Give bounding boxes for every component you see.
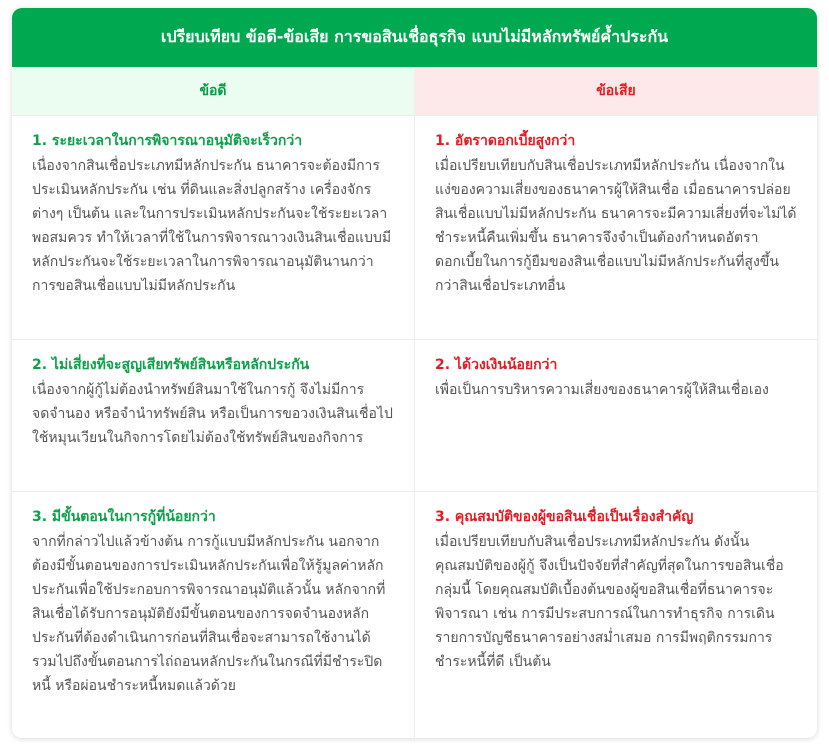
pro-text: เนื่องจากผู้กู้ไม่ต้องนำทรัพย์สินมาใช้ในการกู้ จึงไม่มีการจดจำนอง หรือจำนำทรัพย์สิน หรือเป็นการขอวงเงินสินเชื่อไปใช้หมุนเวียนในกิจการโดยไม่ต้องใช้ทรัพย์สินของกิจการ	[32, 382, 393, 446]
pro-title: 2. ไม่เสี่ยงที่จะสูญเสียทรัพย์สินหรือหลักประกัน	[32, 357, 310, 373]
pro-cell	[12, 116, 415, 340]
pro-title: 1. ระยะเวลาในการพิจารณาอนุมัติจะเร็วกว่า	[32, 133, 303, 149]
column-header-row	[12, 67, 817, 116]
table-row	[12, 492, 817, 739]
con-title: 3. คุณสมบัติของผู้ขอสินเชื่อเป็นเรื่องสำคัญ	[435, 509, 694, 525]
con-text: เมื่อเปรียบเทียบกับสินเชื่อประเภทมีหลักประกัน ดังนั้น คุณสมบัติของผู้กู้ จึงเป็นปัจจัยที่สำคัญที่สุดในการขอสินเชื่อกลุ่มนี้ โดยคุณสมบัติเบื้องต้นของผู้ขอสินเชื่อที่ธนาคารจะพิจารณา เช่น การมีประสบการณ์ในการทำธุรกิจ การเดินรายการบัญชีธนาคารอย่างสม่ำเสมอ การมีพฤติกรรมการชำระหนี้ที่ดี เป็นต้น	[435, 534, 784, 670]
pro-text: จากที่กล่าวไปแล้วข้างต้น การกู้แบบมีหลักประกัน นอกจากต้องมีขั้นตอนของการประเมินหลักประกันเพื่อให้รู้มูลค่าหลักประกันเพื่อใช้ประกอบการพิจารณาอนุมัติแล้วนั้น หลักจากที่สินเชื่อได้รับการอนุมัติยังมีขั้นตอนของการจดจำนองหลักประกันที่ต้องดำเนินการก่อนที่สินเชื่อจะสามารถใช้งานได้ รวมไปถึงขั้นตอนการไถ่ถอนหลักประกันในกรณีที่มีชำระปิดหนี้ หรือผ่อนชำระหนี้หมดแล้วด้วย	[32, 534, 386, 694]
pro-title: 3. มีขั้นตอนในการกู้ที่น้อยกว่า	[32, 509, 216, 525]
con-cell	[415, 340, 818, 492]
comparison-card	[12, 8, 817, 738]
pro-text: เนื่องจากสินเชื่อประเภทมีหลักประกัน ธนาคารจะต้องมีการประเมินหลักประกัน เช่น ที่ดินและสิ่งปลูกสร้าง เครื่องจักร ต่างๆ เป็นต้น และในการประเมินหลักประกันจะใช้ระยะเวลาพอสมควร ทำให้เวลาที่ใช้ในการพิจารณาวงเงินสินเชื่อแบบมีหลักประกันจะใช้ระยะเวลาในการพิจารณาอนุมัตินานกว่าการขอสินเชื่อแบบไม่มีหลักประกัน	[32, 158, 392, 294]
table-row	[12, 340, 817, 492]
column-header-cons: ข้อเสีย	[415, 67, 818, 116]
con-title: 1. อัตราดอกเบี้ยสูงกว่า	[435, 133, 576, 149]
comparison-table	[12, 67, 817, 738]
con-text: เมื่อเปรียบเทียบกับสินเชื่อประเภทมีหลักประกัน เนื่องจากในแง่ของความเสี่ยงของธนาคารผู้ให้สินเชื่อ เมื่อธนาคารปล่อยสินเชื่อแบบไม่มีหลักประกัน ธนาคารจะมีความเสี่ยงที่จะไม่ได้ชำระหนี้คืนเพิ่มขึ้น ธนาคารจึงจำเป็นต้องกำหนดอัตราดอกเบี้ยในการกู้ยืมของสินเชื่อแบบไม่มีหลักประกันที่สูงขึ้นกว่าสินเชื่อประเภทอื่น	[435, 158, 797, 294]
table-row	[12, 116, 817, 340]
pro-cell	[12, 492, 415, 739]
con-text: เพื่อเป็นการบริหารความเสี่ยงของธนาคารผู้ให้สินเชื่อเอง	[435, 382, 769, 398]
con-cell	[415, 116, 818, 340]
table-title: เปรียบเทียบ ข้อดี-ข้อเสีย การขอสินเชื่อธุรกิจ แบบไม่มีหลักทรัพย์ค้ำประกัน	[12, 8, 817, 67]
column-header-pros: ข้อดี	[12, 67, 415, 116]
pro-cell	[12, 340, 415, 492]
con-cell	[415, 492, 818, 739]
con-title: 2. ได้วงเงินน้อยกว่า	[435, 357, 558, 373]
